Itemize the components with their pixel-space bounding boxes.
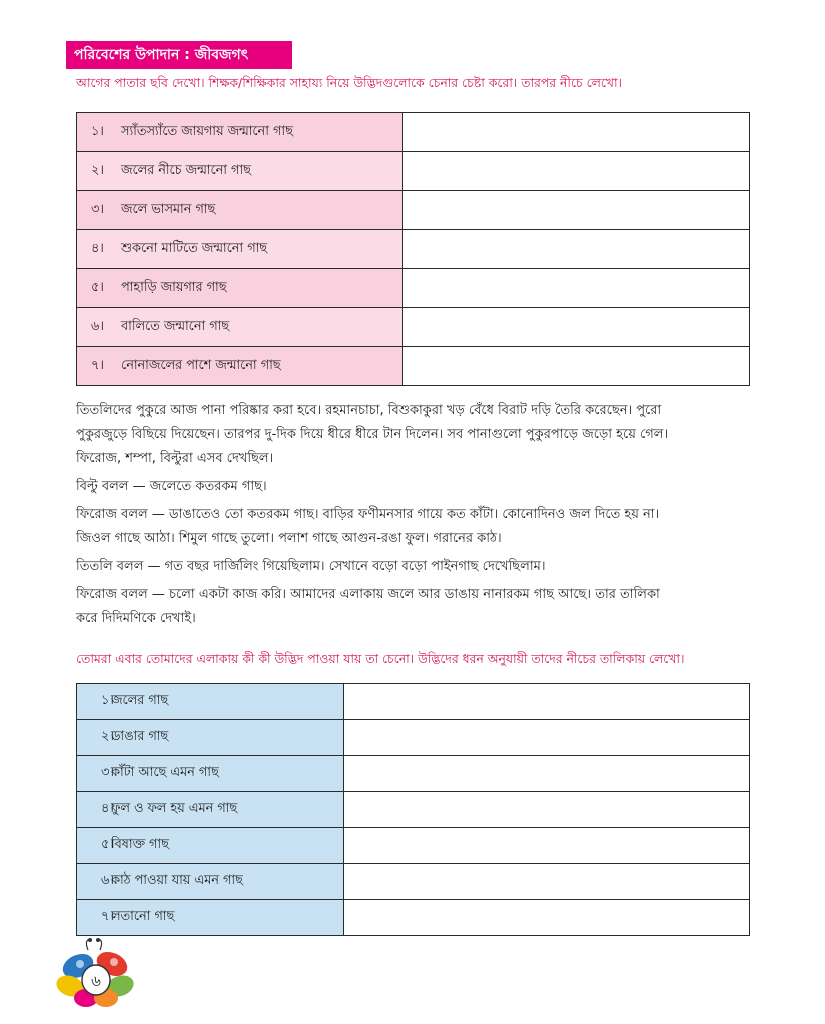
row-label: শুকনো মাটিতে জন্মানো গাছ	[121, 240, 268, 256]
row-number: ৬।	[91, 318, 104, 334]
row-number: ২।	[91, 162, 104, 178]
story-line: জিওল গাছে আঠা। শিমুল গাছে তুলো। পলাশ গাছে আগুন-রঙা ফুল। গরানের কাঠ।	[76, 531, 502, 546]
answer-cell[interactable]	[403, 269, 750, 308]
table-row	[77, 269, 750, 308]
table-row	[77, 792, 750, 828]
story-line: ফিরোজ বলল — ডাঙাতেও তো কতরকম গাছ। বাড়ির ফণীমনসার গায়ে কত কাঁটা। কোনোদিনও জল দিতে হয় না।	[76, 507, 660, 522]
table-row	[77, 720, 750, 756]
row-number: ৭।	[101, 909, 114, 924]
table-row	[77, 900, 750, 936]
row-label-cell	[77, 230, 403, 269]
row-label-cell	[77, 756, 344, 792]
table-row	[77, 230, 750, 269]
row-label-cell	[77, 152, 403, 191]
plant-identification-table	[76, 112, 750, 386]
story-line: করে দিদিমণিকে দেখাই।	[76, 611, 196, 626]
story-line: পুকুরজুড়ে বিছিয়ে দিয়েছেন। তারপর দু-দিক দিয়ে ধীরে ধীরে টান দিলেন। সব পানাগুলো পুকুরপাড়ে জড়ো হয়ে গেল।	[76, 427, 669, 442]
row-label: কাঁটা আছে এমন গাছ	[111, 765, 219, 780]
row-label: নোনাজলের পাশে জন্মানো গাছ	[121, 357, 281, 373]
row-label-cell	[77, 191, 403, 230]
table-row	[77, 684, 750, 720]
row-label: বালিতে জন্মানো গাছ	[121, 318, 230, 334]
row-label-cell	[77, 864, 344, 900]
row-label: ফুল ও ফল হয় এমন গাছ	[111, 801, 238, 816]
instruction-text-1: আগের পাতার ছবি দেখো। শিক্ষক/শিক্ষিকার সাহায্য নিয়ে উদ্ভিদগুলোকে চেনার চেষ্টা করো। তারপর নীচে লেখো।	[76, 75, 622, 90]
table-row	[77, 113, 750, 152]
row-number: ১।	[101, 693, 114, 708]
page-number: ৬	[91, 972, 101, 990]
answer-cell[interactable]	[403, 347, 750, 386]
row-label-cell	[77, 347, 403, 386]
table-row	[77, 191, 750, 230]
table-row	[77, 152, 750, 191]
row-label: স্যাঁতস্যাঁতে জায়গায় জন্মানো গাছ	[121, 123, 293, 139]
answer-cell[interactable]	[344, 864, 750, 900]
row-label: জলের নীচে জন্মানো গাছ	[121, 162, 251, 178]
story-line: তিতলিদের পুকুরে আজ পানা পরিষ্কার করা হবে। রহমানচাচা, বিশুকাকুরা খড় বেঁধে বিরাট দড়ি তৈরি করেছেন। পুরো	[76, 403, 662, 418]
instruction-text-2: তোমরা এবার তোমাদের এলাকায় কী কী উদ্ভিদ পাওয়া যায় তা চেনো। উদ্ভিদের ধরন অনুযায়ী তাদের নীচের তালিকায় লেখো।	[76, 651, 685, 666]
answer-cell[interactable]	[344, 828, 750, 864]
table-row	[77, 864, 750, 900]
row-label: কাঠ পাওয়া যায় এমন গাছ	[111, 873, 243, 888]
flower-mascot-icon	[56, 938, 140, 1008]
row-label: বিষাক্ত গাছ	[111, 837, 169, 852]
answer-cell[interactable]	[403, 191, 750, 230]
table-row	[77, 828, 750, 864]
row-number: ১।	[91, 123, 104, 139]
row-label-cell	[77, 684, 344, 720]
flower-mascot-graphic	[56, 938, 140, 1008]
row-label: জলে ভাসমান গাছ	[121, 201, 216, 217]
row-label: জলের গাছ	[111, 693, 169, 708]
row-label-cell	[77, 828, 344, 864]
row-number: ৪।	[101, 801, 114, 816]
row-label: ডাঙার গাছ	[111, 729, 169, 744]
story-line: তিতলি বলল — গত বছর দার্জিলিং গিয়েছিলাম। সেখানে বড়ো বড়ো পাইনগাছ দেখেছিলাম।	[76, 559, 546, 574]
story-line: বিল্টু বলল — জলেতে কতরকম গাছ।	[76, 479, 267, 494]
row-number: ৭।	[91, 357, 104, 373]
answer-cell[interactable]	[344, 792, 750, 828]
answer-cell[interactable]	[344, 756, 750, 792]
story-line: ফিরোজ, শম্পা, বিল্টুরা এসব দেখছিল।	[76, 451, 274, 466]
answer-cell[interactable]	[344, 720, 750, 756]
row-number: ৩।	[101, 765, 114, 780]
story-text	[76, 399, 752, 631]
row-label-cell	[77, 792, 344, 828]
row-number: ২।	[101, 729, 114, 744]
row-number: ৬।	[101, 873, 114, 888]
table-row	[77, 347, 750, 386]
answer-cell[interactable]	[403, 152, 750, 191]
answer-cell[interactable]	[403, 230, 750, 269]
row-label-cell	[77, 900, 344, 936]
row-number: ৩।	[91, 201, 104, 217]
table-row	[77, 308, 750, 347]
answer-cell[interactable]	[344, 900, 750, 936]
answer-cell[interactable]	[403, 308, 750, 347]
row-label: পাহাড়ি জায়গার গাছ	[121, 279, 227, 295]
answer-cell[interactable]	[403, 113, 750, 152]
row-label-cell	[77, 308, 403, 347]
table-row	[77, 756, 750, 792]
story-line: ফিরোজ বলল — চলো একটা কাজ করি। আমাদের এলাকায় জলে আর ডাঙায় নানারকম গাছ আছে। তার তালিকা	[76, 587, 660, 602]
row-number: ৪।	[91, 240, 104, 256]
row-label-cell	[77, 720, 344, 756]
row-number: ৫।	[91, 279, 104, 295]
row-label-cell	[77, 269, 403, 308]
row-label-cell	[77, 113, 403, 152]
row-number: ৫।	[101, 837, 114, 852]
row-label: লতানো গাছ	[111, 909, 175, 924]
answer-cell[interactable]	[344, 684, 750, 720]
section-title: পরিবেশের উপাদান : জীবজগৎ	[66, 41, 292, 69]
local-plants-table	[76, 683, 750, 936]
